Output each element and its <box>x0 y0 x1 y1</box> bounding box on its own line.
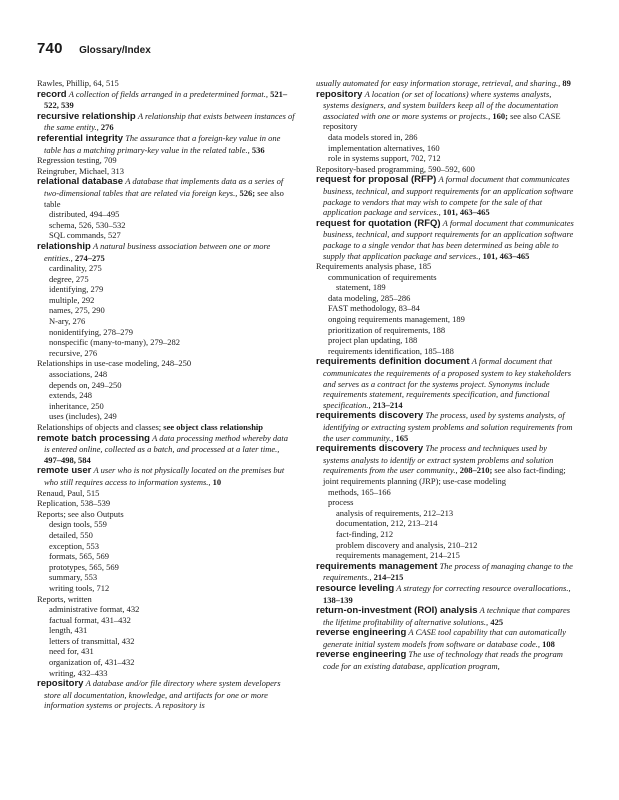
index-subentry: organization of, 431–432 <box>49 657 135 668</box>
glossary-term: request for proposal (RFP) <box>316 174 437 186</box>
glossary-definition: A collection of fields arranged in a predetermined format., <box>68 88 268 99</box>
index-entry: Reports; see also Outputs <box>37 508 124 519</box>
see-also: see also table <box>44 187 284 209</box>
index-subentry: summary, 553 <box>49 572 98 583</box>
page-refs: 274–275 <box>74 252 105 263</box>
page-refs: 214–215 <box>373 572 404 583</box>
glossary-entry <box>37 133 295 155</box>
glossary-definition: A formal document that communicates business, technical, and support requirements for an application software package to vendors that may wish to compete for the sale of that application package and services., <box>323 174 574 218</box>
index-entry: Regression testing, 709 <box>37 155 117 166</box>
glossary-entry <box>37 241 295 263</box>
glossary-term: reverse engineering <box>316 649 407 661</box>
index-entry: Repository-based programming, 590–592, 600 <box>316 163 475 174</box>
index-entry: Replication, 538–539 <box>37 498 111 509</box>
index-subentry: role in systems support, 702, 712 <box>328 153 441 164</box>
index-subsubentry: problem discovery and analysis, 210–212 <box>336 539 478 550</box>
index-subentry: distributed, 494–495 <box>49 209 120 220</box>
index-entry: Relationships in use-case modeling, 248–250 <box>37 358 192 369</box>
glossary-definition: A database that implements data as a series of two-dimensional tables that are related via foreign keys., <box>44 176 284 198</box>
index-subentry: requirements identification, 185–188 <box>328 345 454 356</box>
glossary-term: remote user <box>37 465 92 477</box>
page-refs: 425 <box>490 616 504 627</box>
index-subsubentry: documentation, 212, 213–214 <box>336 518 438 529</box>
glossary-entry <box>37 433 295 466</box>
index-subentry: SQL commands, 527 <box>49 230 121 241</box>
index-subentry: design tools, 559 <box>49 519 107 530</box>
index-subentry: ongoing requirements management, 189 <box>328 314 465 325</box>
glossary-entry <box>316 627 574 649</box>
glossary-entry <box>316 89 574 132</box>
index-subentry: schema, 526, 530–532 <box>49 219 126 230</box>
index-subentry: names, 275, 290 <box>49 305 105 316</box>
page-refs: 108 <box>542 638 555 649</box>
index-subentry: FAST methodology, 83–84 <box>328 303 420 314</box>
page-refs: 276 <box>100 122 114 133</box>
glossary-entry <box>37 678 295 711</box>
index-subentry: writing tools, 712 <box>49 582 110 593</box>
page-refs: 101, 463–465 <box>482 250 530 261</box>
glossary-entry <box>316 583 574 605</box>
glossary-entry <box>37 176 295 209</box>
page-refs: 10 <box>212 476 222 487</box>
index-subentry: data models stored in, 286 <box>328 131 418 142</box>
glossary-definition: usually automated for easy information storage, retrieval, and sharing., <box>316 78 561 88</box>
glossary-entry <box>316 174 574 217</box>
index-subentry: detailed, 550 <box>49 529 93 540</box>
glossary-definition: A formal document that communicates business, technical, and support requirements for an application software package to a single vendor that has been determined as being able to supply that application package and services., <box>323 217 574 261</box>
glossary-term: requirements management <box>316 560 438 572</box>
see-also: see also CASE repository <box>323 110 561 132</box>
glossary-term: resource leveling <box>316 582 395 594</box>
glossary-term: referential integrity <box>37 132 124 144</box>
glossary-definition: A user who is not physically located on the premises but who still requires access to information systems., <box>44 465 285 487</box>
index-subentry: multiple, 292 <box>49 294 95 305</box>
glossary-definition: A location (or set of locations) where systems analysts, systems designers, and system builders keep all of the documentation associated with one or more systems or projects., <box>323 88 559 121</box>
page-refs: 208–210; <box>459 465 493 476</box>
index-text: Relationships of objects and classes; <box>37 422 162 432</box>
index-subentry: inheritance, 250 <box>49 400 104 411</box>
glossary-definition: A formal document that communicates the requirements of a proposed system to key stakeholders and serves as a contract for the systems project. Synonyms include requirements statement, requirements specification, and functional specification., <box>323 356 572 410</box>
glossary-entry <box>37 465 295 487</box>
index-subentry: factual format, 431–432 <box>49 614 131 625</box>
glossary-definition: A technique that compares the lifetime profitability of alternative solutions., <box>323 605 571 627</box>
glossary-term: record <box>37 88 67 100</box>
page-refs: 165 <box>395 432 409 443</box>
index-entry: Rawles, Phillip, 64, 515 <box>37 78 119 88</box>
index-subentry: nonidentifying, 278–279 <box>49 326 134 337</box>
glossary-term: repository <box>37 678 84 690</box>
glossary-definition: A natural business association between one or more entities., <box>44 240 271 263</box>
index-subentry: administrative format, 432 <box>49 604 140 615</box>
index-subentry: formats, 565, 569 <box>49 551 109 562</box>
see-also: see also fact-finding; joint requirements planning (JRP); use-case modeling <box>323 465 566 486</box>
glossary-term: requirements definition document <box>316 356 470 368</box>
index-subsubentry: statement, 189 <box>336 282 386 293</box>
glossary-term: return-on-investment (ROI) analysis <box>316 605 478 617</box>
index-entry: Requirements analysis phase, 185 <box>316 261 432 272</box>
glossary-entry <box>316 443 574 486</box>
glossary-term: remote batch processing <box>37 432 150 444</box>
glossary-definition: The assurance that a foreign-key value in one table has a matching primary-key value in the related table., <box>44 132 281 155</box>
page-refs: 89 <box>562 78 571 88</box>
glossary-definition: The use of technology that reads the program code for an existing database, application program, <box>323 649 563 672</box>
index-subentry: writing, 432–433 <box>49 667 108 678</box>
index-subentry: associations, 248 <box>49 369 108 380</box>
index-subentry: identifying, 279 <box>49 284 104 295</box>
index-subsubentry: requirements management, 214–215 <box>336 550 460 561</box>
glossary-entry <box>316 561 574 583</box>
index-subentry: N-ary, 276 <box>49 316 86 327</box>
index-subentry: prioritization of requirements, 188 <box>328 324 446 335</box>
glossary-term: recursive relationship <box>37 110 136 122</box>
index-subentry: extends, 248 <box>49 390 92 401</box>
glossary-definition: A database and/or file directory where system developers store all documentation, knowledge, and artifacts for one or more information systems or projects. A repository is <box>44 678 281 711</box>
index-subentry: process <box>328 497 354 508</box>
index-subentry: communication of requirements <box>328 271 437 282</box>
glossary-entry-continued <box>316 78 574 89</box>
index-subentry: depends on, 249–250 <box>49 379 122 390</box>
page-refs: 526; <box>239 187 256 198</box>
index-subentry: methods, 165–166 <box>328 486 391 497</box>
glossary-definition: A strategy for correcting resource overallocations., <box>396 582 571 593</box>
glossary-entry <box>316 356 574 410</box>
glossary-definition: The process, used by systems analysts, of identifying or extracting system problems and solution requirements from the user community., <box>323 410 573 443</box>
index-column-left <box>37 78 295 711</box>
page-refs: 138–139 <box>323 594 353 605</box>
page-refs: 536 <box>251 144 265 155</box>
index-entry: Reingruber, Michael, 313 <box>37 165 124 176</box>
index-subsubentry: analysis of requirements, 212–213 <box>336 507 454 518</box>
index-subentry: project plan updating, 188 <box>328 335 418 346</box>
glossary-term: request for quotation (RFQ) <box>316 217 441 229</box>
index-entry: Reports, written <box>37 593 92 604</box>
glossary-definition: A CASE tool capability that can automatically generate initial system models from software or database code., <box>323 627 566 649</box>
index-subentry: data modeling, 285–286 <box>328 292 411 303</box>
index-subentry: nonspecific (many-to-many), 279–282 <box>49 337 181 348</box>
glossary-term: requirements discovery <box>316 410 424 422</box>
page-number: 740 <box>37 40 63 57</box>
index-subentry: uses (includes), 249 <box>49 411 117 422</box>
page-refs: 101, 463–465 <box>442 207 490 218</box>
glossary-entry <box>316 605 574 627</box>
index-subentry: degree, 275 <box>49 273 89 284</box>
index-subentry: cardinality, 275 <box>49 263 102 274</box>
index-entry <box>37 422 295 433</box>
see-reference: see object class relationship <box>163 422 264 432</box>
glossary-definition: A relationship that exists between instances of the same entity., <box>44 110 295 133</box>
glossary-entry <box>37 89 295 111</box>
index-entry: Renaud, Paul, 515 <box>37 487 100 498</box>
glossary-entry <box>316 410 574 443</box>
section-title: Glossary/Index <box>79 45 151 56</box>
glossary-term: reverse engineering <box>316 627 407 639</box>
glossary-definition: The process of managing change to the requirements., <box>323 560 573 583</box>
page-header <box>37 40 151 58</box>
index-column-right <box>316 78 574 672</box>
page-refs: 521–522, 539 <box>44 88 288 111</box>
glossary-term: relationship <box>37 240 91 252</box>
index-subentry: recursive, 276 <box>49 347 98 358</box>
index-subentry: length, 431 <box>49 625 88 636</box>
index-subentry: implementation alternatives, 160 <box>328 142 440 153</box>
glossary-term: requirements discovery <box>316 443 424 455</box>
glossary-definition: A data processing method whereby data is entered online, collected as a batch, and processed at a later time., <box>44 432 289 455</box>
glossary-entry <box>37 111 295 133</box>
index-subentry: letters of transmittal, 432 <box>49 635 135 646</box>
index-subentry: prototypes, 565, 569 <box>49 561 119 572</box>
page-refs: 497–498, 584 <box>44 454 91 465</box>
glossary-term: relational database <box>37 176 124 188</box>
glossary-entry <box>316 649 574 671</box>
index-subentry: exception, 553 <box>49 540 100 551</box>
glossary-entry <box>316 218 574 261</box>
index-subentry: need for, 431 <box>49 646 94 657</box>
page-refs: 160; <box>492 110 508 121</box>
glossary-term: repository <box>316 88 363 100</box>
page-refs: 213–214 <box>372 399 403 410</box>
glossary-definition: The process and techniques used by systems analysts to identify or extract system problems and solution requirements from the user community., <box>323 443 554 476</box>
index-subsubentry: fact-finding, 212 <box>336 528 394 539</box>
